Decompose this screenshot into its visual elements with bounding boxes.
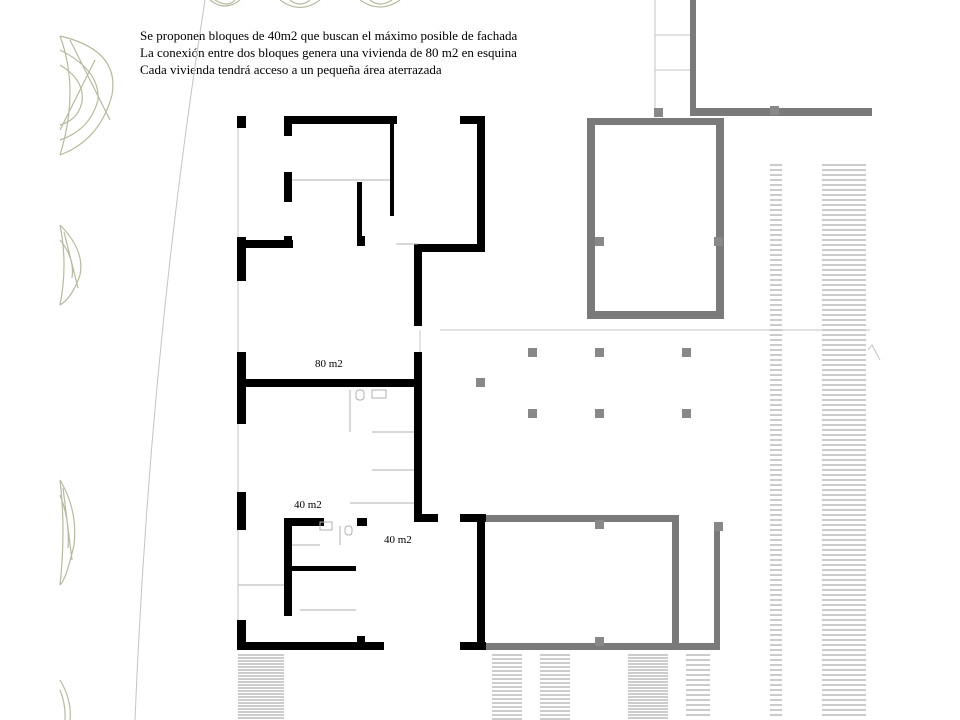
pillar (654, 108, 663, 117)
pillar (714, 237, 723, 246)
wall (284, 518, 292, 616)
tree-symbol (60, 480, 75, 585)
pillar (595, 520, 604, 529)
wall (284, 172, 292, 202)
wall (357, 518, 367, 526)
wall (237, 116, 246, 128)
existing-wall (587, 311, 724, 319)
existing-wall (690, 0, 696, 110)
existing-walls (484, 0, 872, 650)
area-label-40-left: 40 m2 (294, 499, 322, 511)
wall (237, 352, 246, 424)
wall (292, 566, 356, 571)
wall (284, 642, 384, 650)
pillar (595, 637, 604, 646)
wall (357, 636, 365, 650)
pillar (682, 348, 691, 357)
existing-wall (716, 118, 724, 318)
wall (477, 116, 485, 252)
new-walls (237, 116, 486, 650)
wall (237, 492, 246, 530)
pillar (595, 409, 604, 418)
existing-wall (587, 118, 723, 125)
wall (477, 514, 485, 650)
pillar (528, 409, 537, 418)
wall (418, 244, 485, 252)
area-label-80: 80 m2 (315, 358, 343, 370)
pillar (476, 378, 485, 387)
wall (414, 514, 438, 522)
note-line-3: Cada vivienda tendrá acceso a un pequeña área aterrazada (140, 62, 442, 77)
wall (357, 379, 365, 387)
pillar (528, 348, 537, 357)
pillars (476, 106, 779, 646)
existing-wall (587, 118, 595, 318)
pillar (770, 106, 779, 115)
pillar (595, 348, 604, 357)
wall (414, 352, 422, 442)
pillar (682, 409, 691, 418)
note-line-1: Se proponen bloques de 40m2 que buscan el máximo posible de fachada (140, 28, 518, 43)
existing-wall (484, 515, 679, 522)
area-label-40-right: 40 m2 (384, 534, 412, 546)
wall (414, 440, 422, 520)
wall (357, 236, 365, 246)
terrace-hatch (238, 165, 866, 719)
note-line-2: La conexión entre dos bloques genera una vivienda de 80 m2 en esquina (140, 45, 517, 60)
trees (60, 0, 400, 720)
pillar (595, 237, 604, 246)
tree-symbol (60, 680, 70, 720)
wall (237, 379, 421, 387)
wall (460, 642, 486, 650)
tree-symbol (60, 225, 81, 305)
wall (390, 124, 394, 216)
wall (284, 236, 292, 248)
tree-symbol (210, 0, 240, 6)
existing-wall (672, 515, 679, 650)
existing-wall (690, 108, 872, 116)
tree-symbol (280, 0, 320, 8)
tree-symbol (360, 0, 400, 7)
existing-wall (714, 522, 720, 650)
pillar (714, 522, 723, 531)
tree-symbol (60, 36, 113, 155)
wall (414, 244, 422, 326)
wall (357, 116, 397, 124)
